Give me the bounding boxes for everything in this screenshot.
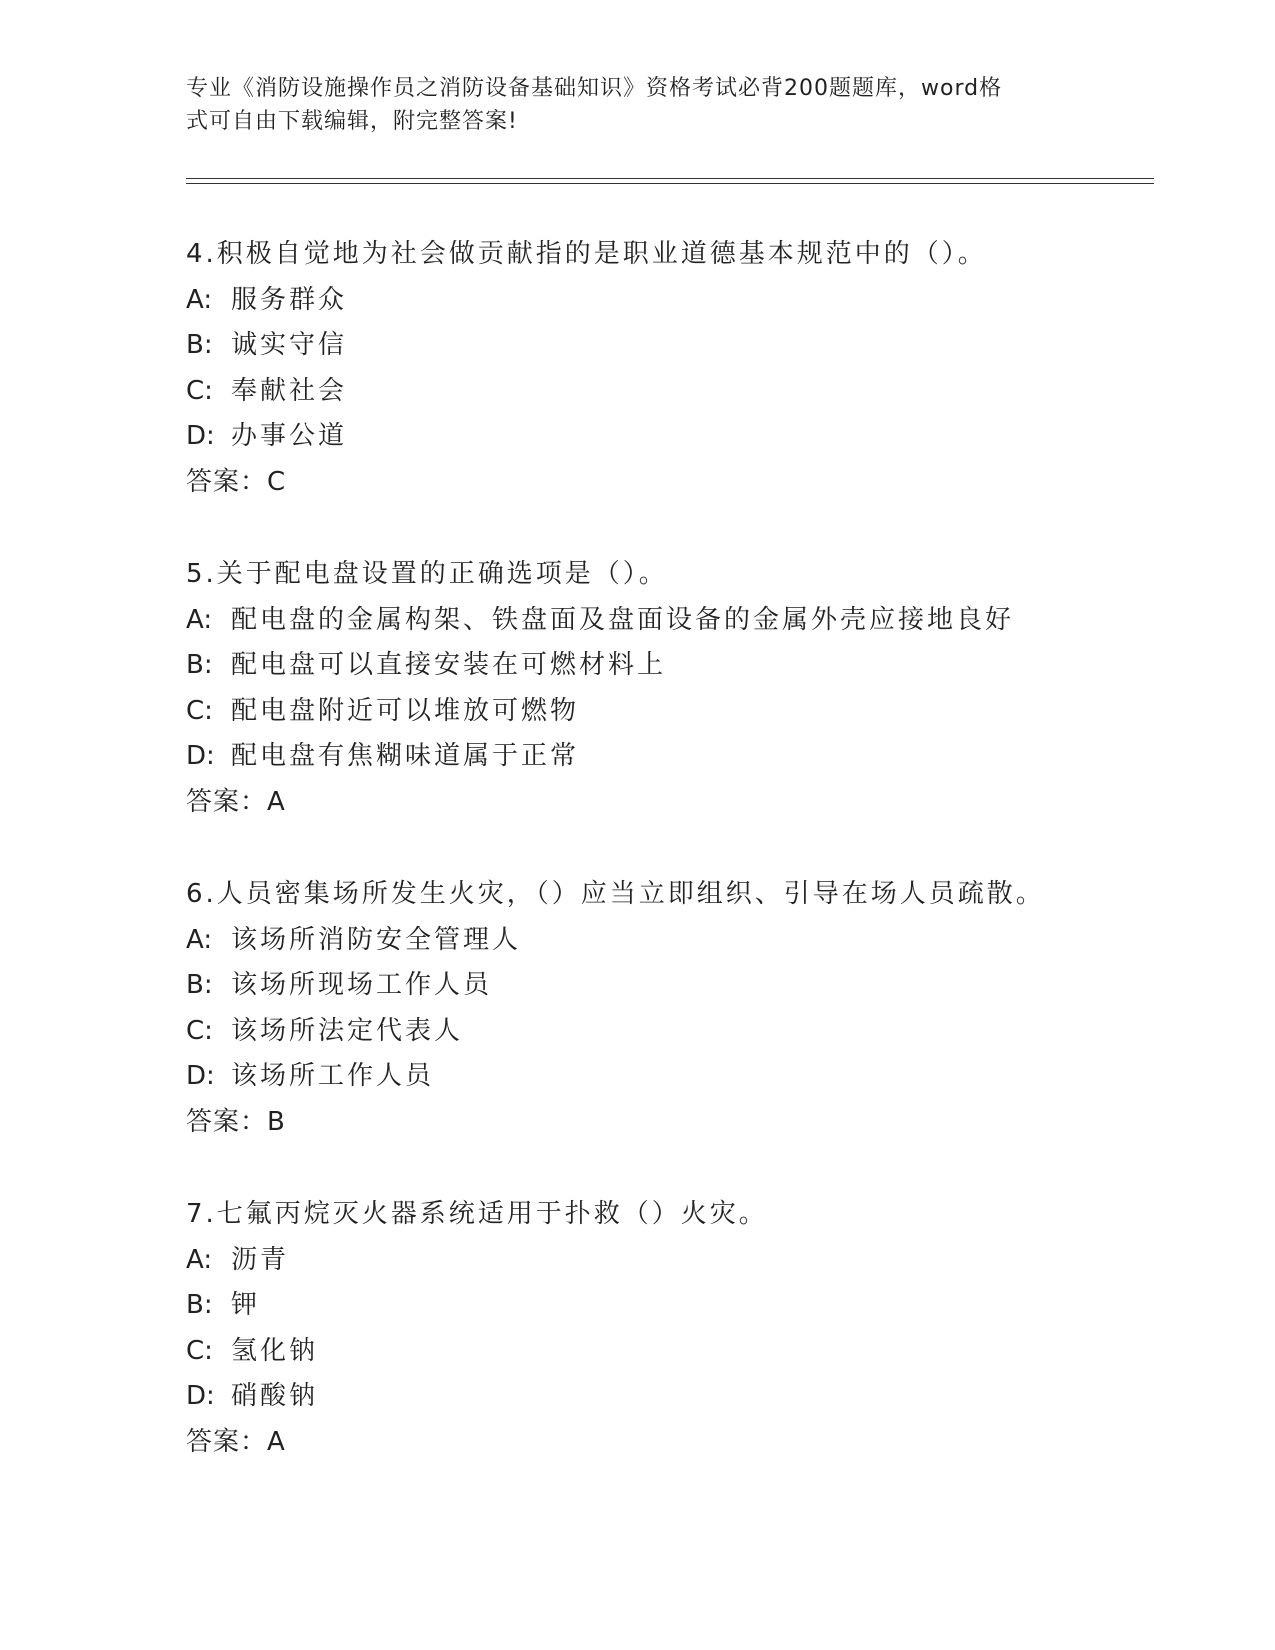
header-divider-top [186,178,1154,179]
answer-line: 答案：C [186,466,287,497]
question-stem: 4.积极自觉地为社会做贡献指的是职业道德基本规范中的（）。 [186,239,987,269]
option-text: 沥青 [231,1244,290,1275]
option-b [186,963,1166,1009]
option-text: 该场所法定代表人 [231,1015,464,1046]
option-text: 诚实守信 [231,330,348,361]
answer-line: 答案：A [186,786,286,817]
question-block [186,552,1166,826]
option-text: 服务群众 [231,284,348,315]
question-stem: 7.七氟丙烷灭火器系统适用于扑救（）火灾。 [186,1199,768,1229]
option-text: 钾 [231,1290,261,1321]
header-title-line-1: 专业《消防设施操作员之消防设备基础知识》资格考试必背200题题库，word格 [186,76,1003,101]
option-key: D: [186,421,215,452]
option-c [186,1009,1166,1055]
option-key: D: [186,1381,215,1412]
option-text: 配电盘附近可以堆放可燃物 [231,695,580,726]
question-block [186,872,1166,1146]
option-key: C: [186,1335,213,1366]
question-block [186,232,1166,506]
option-c [186,1329,1166,1375]
option-key: D: [186,741,215,772]
header-title-line-2: 式可自由下载编辑，附完整答案! [186,109,518,134]
option-text: 配电盘有焦糊味道属于正常 [231,741,580,772]
option-key: B: [186,1290,213,1321]
header-divider-bottom [186,183,1154,184]
option-c [186,369,1166,415]
option-d [186,414,1166,460]
option-d [186,734,1166,780]
answer-line: 答案：A [186,1426,286,1457]
option-key: C: [186,375,213,406]
option-key: A: [186,1244,213,1275]
option-a [186,1238,1166,1284]
option-text: 该场所现场工作人员 [231,970,493,1001]
option-text: 该场所消防安全管理人 [231,924,522,955]
document-header [186,72,1066,138]
option-text: 奉献社会 [231,375,348,406]
question-block [186,1192,1166,1466]
option-text: 配电盘的金属构架、铁盘面及盘面设备的金属外壳应接地良好 [231,604,1015,635]
option-key: C: [186,1015,213,1046]
option-key: B: [186,970,213,1001]
option-key: D: [186,1061,215,1092]
option-a [186,278,1166,324]
option-text: 该场所工作人员 [231,1061,435,1092]
option-key: A: [186,284,213,315]
option-key: A: [186,604,213,635]
option-key: B: [186,330,213,361]
answer-line: 答案：B [186,1106,286,1137]
option-b [186,1283,1166,1329]
question-stem: 6.人员密集场所发生火灾，（）应当立即组织、引导在场人员疏散。 [186,879,1045,909]
option-a [186,918,1166,964]
option-d [186,1054,1166,1100]
option-c [186,689,1166,735]
option-a [186,598,1166,644]
option-text: 办事公道 [231,421,348,452]
option-b [186,643,1166,689]
option-b [186,323,1166,369]
option-text: 氢化钠 [231,1335,319,1366]
option-text: 硝酸钠 [231,1381,319,1412]
option-key: C: [186,695,213,726]
option-key: B: [186,650,213,681]
question-stem: 5.关于配电盘设置的正确选项是（）。 [186,559,668,589]
option-key: A: [186,924,213,955]
option-d [186,1374,1166,1420]
option-text: 配电盘可以直接安装在可燃材料上 [231,650,667,681]
